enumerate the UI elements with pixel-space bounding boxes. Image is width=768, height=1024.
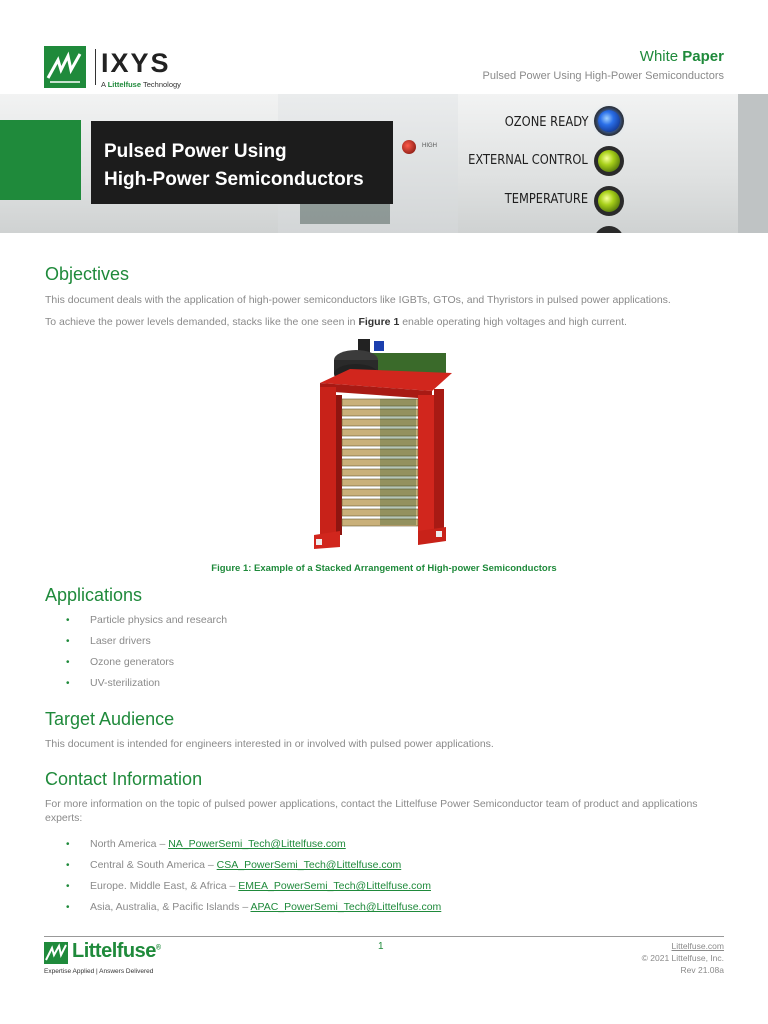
led-bezel [594,226,624,233]
list-item: • Ozone generators [66,652,227,673]
objectives-text-1: This document deals with the application of high-power semiconductors like IGBTs, GTOs, and Thyristors in pulsed power applications. [45,294,671,306]
ixys-logo-mark-icon [44,46,86,88]
bullet-icon: • [66,657,70,668]
applications-list [66,610,227,694]
contact-email-link[interactable]: EMEA_PowerSemi_Tech@Littelfuse.com [238,880,431,892]
littelfuse-wordmark: Littelfuse® [72,940,161,962]
applications-heading: Applications [45,585,143,605]
list-item: • Particle physics and research [66,610,227,631]
contact-item: • North America – NA_PowerSemi_Tech@Littelfuse.com [66,834,441,855]
footer-info [642,940,724,976]
banner-title-line: High-Power Semiconductors [104,169,364,190]
figure-caption: Figure 1: Example of a Stacked Arrangement of High-power Semiconductors [211,563,557,574]
page-number: 1 [378,941,384,952]
bullet-icon: • [66,678,70,689]
panel-edge [738,94,768,233]
bullet-icon: • [66,860,70,871]
contact-item: • Central & South America – CSA_PowerSemi_Tech@Littelfuse.com [66,855,441,876]
contact-item: • Asia, Australia, & Pacific Islands – APAC_PowerSemi_Tech@Littelfuse.com [66,897,441,918]
green-led-icon [598,190,620,212]
document-subtitle: Pulsed Power Using High-Power Semiconductors [482,70,724,82]
banner-title-line: Pulsed Power Using [104,141,287,162]
audience-text: This document is intended for engineers interested in or involved with pulsed power applications. [45,738,494,750]
green-led-icon [598,150,620,172]
audience-heading: Target Audience [45,709,175,729]
contact-email-link[interactable]: APAC_PowerSemi_Tech@Littelfuse.com [250,901,442,913]
ixys-wordmark: IXYS [101,48,171,78]
website-link[interactable]: Littelfuse.com [671,941,724,951]
contact-item: • Europe. Middle East, & Africa – EMEA_PowerSemi_Tech@Littelfuse.com [66,876,441,897]
red-indicator-icon [402,140,416,154]
panel-label-temperature: TEMPERATURE [504,191,588,207]
contact-text: For more information on the topic of pulsed power applications, contact the Littelfuse Power Semiconductor team of product and applications experts: [45,798,698,824]
contact-email-link[interactable]: CSA_PowerSemi_Tech@Littelfuse.com [216,859,402,871]
littelfuse-tagline: Expertise Applied | Answers Delivered [44,968,154,975]
blue-led-icon [598,110,620,132]
revision: Rev 21.08a [680,965,724,975]
objectives-heading: Objectives [45,264,130,284]
document-type: White Paper [639,48,724,65]
ixys-logo [44,46,184,90]
banner-title [104,138,364,194]
panel-label-ozone-ready: OZONE READY [504,114,588,130]
littelfuse-logo [44,940,174,980]
contact-list [66,834,441,918]
objectives-text-2: To achieve the power levels demanded, stacks like the one seen in Figure 1 enable operating high voltages and high current. [45,316,627,328]
logo-divider [95,49,96,85]
contact-email-link[interactable]: NA_PowerSemi_Tech@Littelfuse.com [168,838,346,850]
panel-small-label: HIGH [422,143,437,149]
bullet-icon: • [66,636,70,647]
ixys-tagline: A Littelfuse Technology [101,80,181,89]
banner-green-block [0,120,81,200]
bullet-icon: • [66,902,70,913]
bullet-icon: • [66,839,70,850]
list-item: • Laser drivers [66,631,227,652]
footer-divider [44,936,724,937]
contact-heading: Contact Information [45,769,203,789]
copyright: © 2021 Littelfuse, Inc. [641,953,724,963]
panel-label-external-control: EXTERNAL CONTROL [468,152,588,168]
hero-banner [0,94,768,233]
bullet-icon: • [66,881,70,892]
list-item: • UV-sterilization [66,673,227,694]
littelfuse-mark-icon [44,942,68,964]
bullet-icon: • [66,615,70,626]
banner-title-box [91,121,393,204]
semiconductor-stack-image [310,335,460,550]
